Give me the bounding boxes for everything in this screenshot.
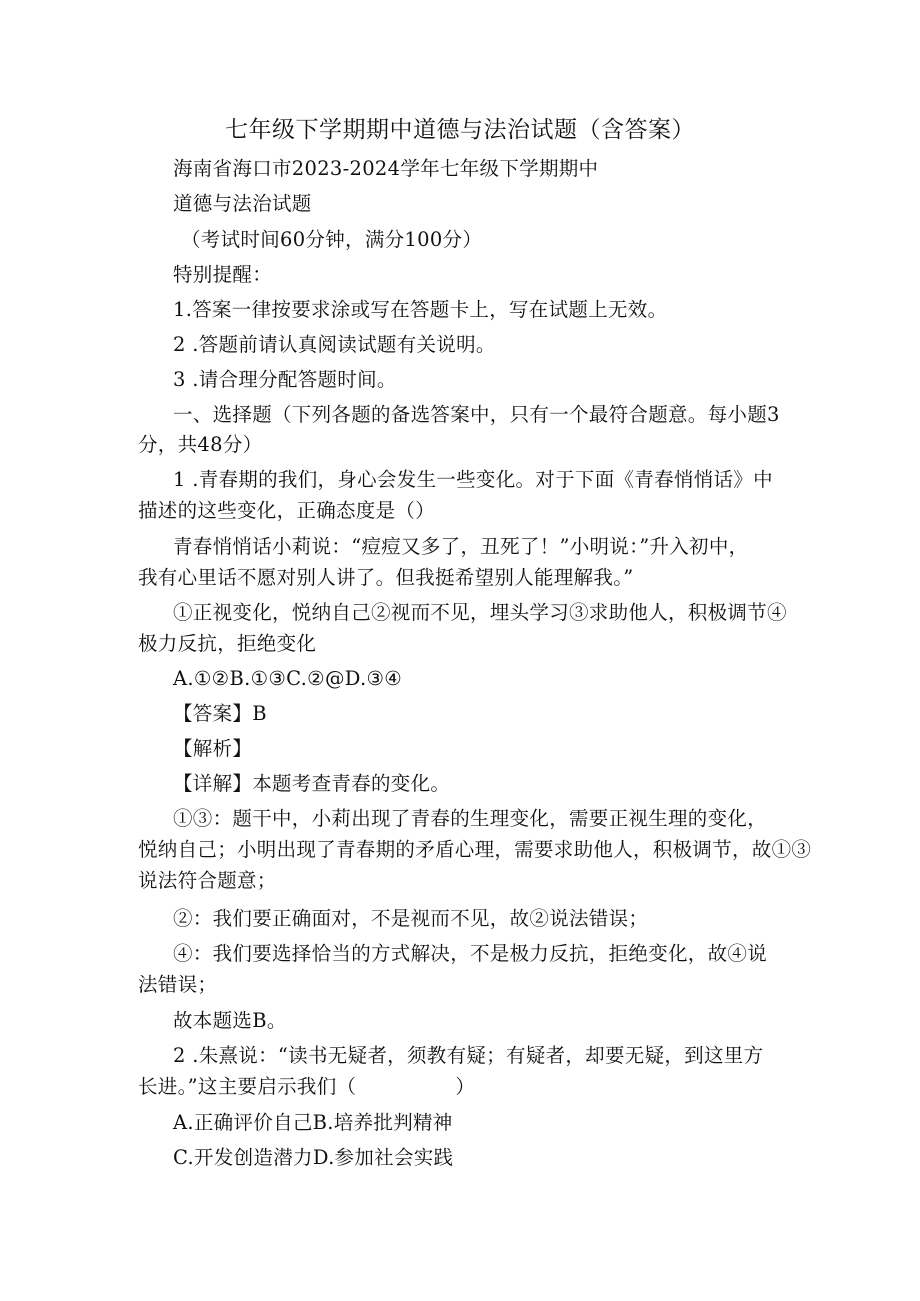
question-1-options-text-cont: 极力反抗，拒绝变化 bbox=[138, 632, 317, 655]
section-heading: 一、选择题（下列各题的备选答案中，只有一个最符合题意。每小题3 bbox=[173, 403, 780, 426]
question-1-conclusion: 故本题选B。 bbox=[173, 1009, 287, 1032]
notice-item-3: 3 .请合理分配答题时间。 bbox=[173, 368, 397, 391]
question-1-stem-cont: 描述的这些变化，正确态度是（） bbox=[138, 499, 436, 522]
explanation-line-2: 悦纳自己；小明出现了青春期的矛盾心理，需要求助他人，积极调节，故①③ bbox=[138, 838, 812, 861]
question-2-stem: 2 .朱熹说：“读书无疑者，须教有疑；有疑者，却要无疑，到这里方 bbox=[173, 1044, 764, 1067]
explanation-line-6: 法错误； bbox=[138, 973, 218, 996]
explanation-line-1: ①③：题干中，小莉出现了青春的生理变化，需要正视生理的变化， bbox=[173, 807, 768, 830]
question-1-stem: 1 .青春期的我们，身心会发生一些变化。对于下面《青春悄悄话》中 bbox=[173, 468, 773, 491]
explanation-line-5: ④：我们要选择恰当的方式解决，不是极力反抗，拒绝变化，故④说 bbox=[173, 942, 768, 965]
question-2-choices-ab: A.正确评价自己B.培养批判精神 bbox=[173, 1111, 453, 1134]
explanation-line-3: 说法符合题意； bbox=[138, 869, 277, 892]
question-1-analysis: 【解析】 bbox=[173, 737, 253, 760]
question-1-options-text: ①正视变化，悦纳自己②视而不见，埋头学习③求助他人，积极调节④ bbox=[173, 601, 787, 624]
exam-time-line: （考试时间60分钟，满分100分） bbox=[181, 228, 483, 251]
question-2-stem-cont: 长进。”这主要启示我们（ ） bbox=[138, 1075, 476, 1098]
section-heading-cont: 分，共48分） bbox=[138, 433, 263, 456]
exam-source-line: 海南省海口市2023-2024学年七年级下学期期中 bbox=[173, 157, 599, 180]
document-title: 七年级下学期期中道德与法治试题（含答案） bbox=[225, 117, 695, 143]
question-1-answer: 【答案】B bbox=[173, 702, 267, 725]
question-2-choices-cd: C.开发创造潜力D.参加社会实践 bbox=[173, 1146, 454, 1169]
explanation-line-4: ②：我们要正确面对，不是视而不见，故②说法错误； bbox=[173, 907, 649, 930]
question-1-material: 青春悄悄话小莉说：“痘痘又多了，丑死了！”小明说：”升入初中， bbox=[173, 535, 749, 558]
notice-heading: 特别提醒： bbox=[173, 263, 273, 286]
notice-item-1: 1.答案一律按要求涂或写在答题卡上，写在试题上无效。 bbox=[173, 298, 668, 321]
question-1-choices: A.①②B.①③C.②@D.③④ bbox=[173, 667, 403, 690]
notice-item-2: 2 .答题前请认真阅读试题有关说明。 bbox=[173, 333, 496, 356]
question-1-detail: 【详解】本题考查青春的变化。 bbox=[173, 772, 451, 795]
exam-subject-line: 道德与法治试题 bbox=[173, 192, 312, 215]
question-1-material-cont: 我有心里话不愿对别人讲了。但我挺希望别人能理解我。” bbox=[138, 566, 634, 589]
